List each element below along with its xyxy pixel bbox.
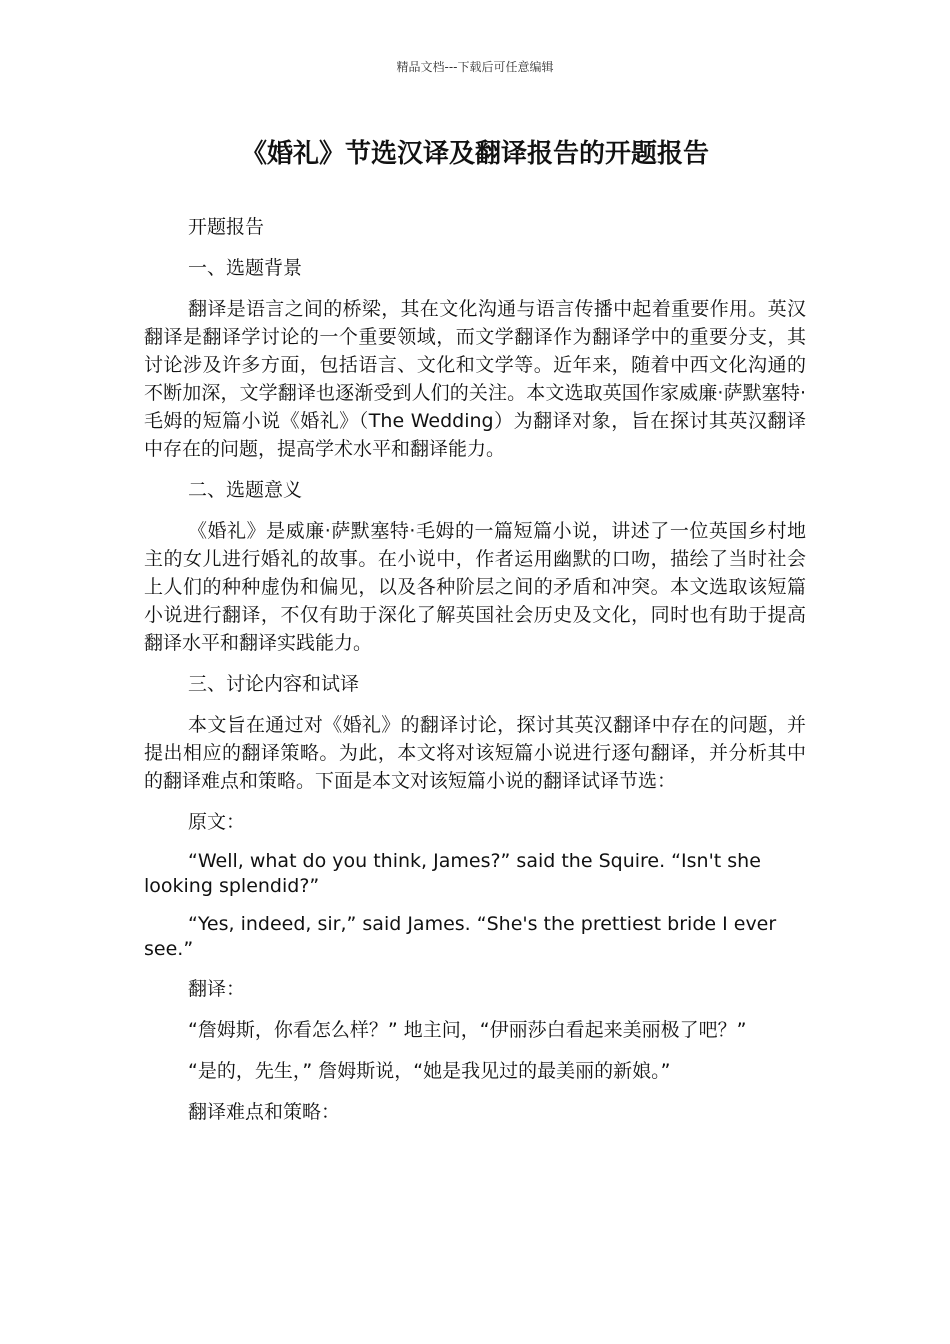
- content-paragraph: 本文旨在通过对《婚礼》的翻译讨论，探讨其英汉翻译中存在的问题，并提出相应的翻译策略。为此，本文将对该短篇小说进行逐句翻译，并分析其中的翻译难点和策略。下面是本文对该短篇小说的翻译试译节选：: [144, 714, 806, 792]
- significance-paragraph: 《婚礼》是威廉·萨默塞特·毛姆的一篇短篇小说，讲述了一位英国乡村地主的女儿进行婚礼的故事。在小说中，作者运用幽默的口吻，描绘了当时社会上人们的种种虚伪和偏见，以及各种阶层之间的矛盾和冲突。本文选取该短篇小说进行翻译，不仅有助于深化了解英国社会历史及文化，同时也有助于提高翻译水平和翻译实践能力。: [144, 520, 806, 654]
- background-heading: 一、选题背景: [188, 257, 303, 279]
- translation-quote-1: “詹姆斯，你看怎么样？” 地主问，“伊丽莎白看起来美丽极了吧？”: [188, 1019, 747, 1041]
- original-label: 原文：: [188, 811, 246, 833]
- page-header-watermark: 精品文档---下载后可任意编辑: [396, 60, 554, 74]
- translation-quote-2: “是的，先生，” 詹姆斯说，“她是我见过的最美丽的新娘。”: [188, 1060, 671, 1082]
- original-quote-1: “Well, what do you think, James?” said the Squire. “Isn't she looking splendid?”: [144, 850, 761, 897]
- report-label: 开题报告: [188, 216, 265, 238]
- difficulty-label: 翻译难点和策略：: [188, 1101, 341, 1123]
- document-body: [144, 213, 806, 1139]
- significance-heading: 二、选题意义: [188, 479, 303, 501]
- translation-label: 翻译：: [188, 978, 246, 1000]
- content-heading: 三、讨论内容和试译: [188, 673, 360, 695]
- original-quote-2: “Yes, indeed, sir,” said James. “She's the prettiest bride I ever see.”: [144, 913, 777, 960]
- background-paragraph: 翻译是语言之间的桥梁，其在文化沟通与语言传播中起着重要作用。英汉翻译是翻译学讨论的一个重要领域，而文学翻译作为翻译学中的重要分支，其讨论涉及许多方面，包括语言、文化和文学等。近年来，随着中西文化沟通的不断加深，文学翻译也逐渐受到人们的关注。本文选取英国作家威廉·萨默塞特·毛姆的短篇小说《婚礼》（The Wedding）为翻译对象，旨在探讨其英汉翻译中存在的问题，提高学术水平和翻译能力。: [144, 298, 806, 460]
- document-title: 《婚礼》节选汉译及翻译报告的开题报告: [240, 139, 709, 169]
